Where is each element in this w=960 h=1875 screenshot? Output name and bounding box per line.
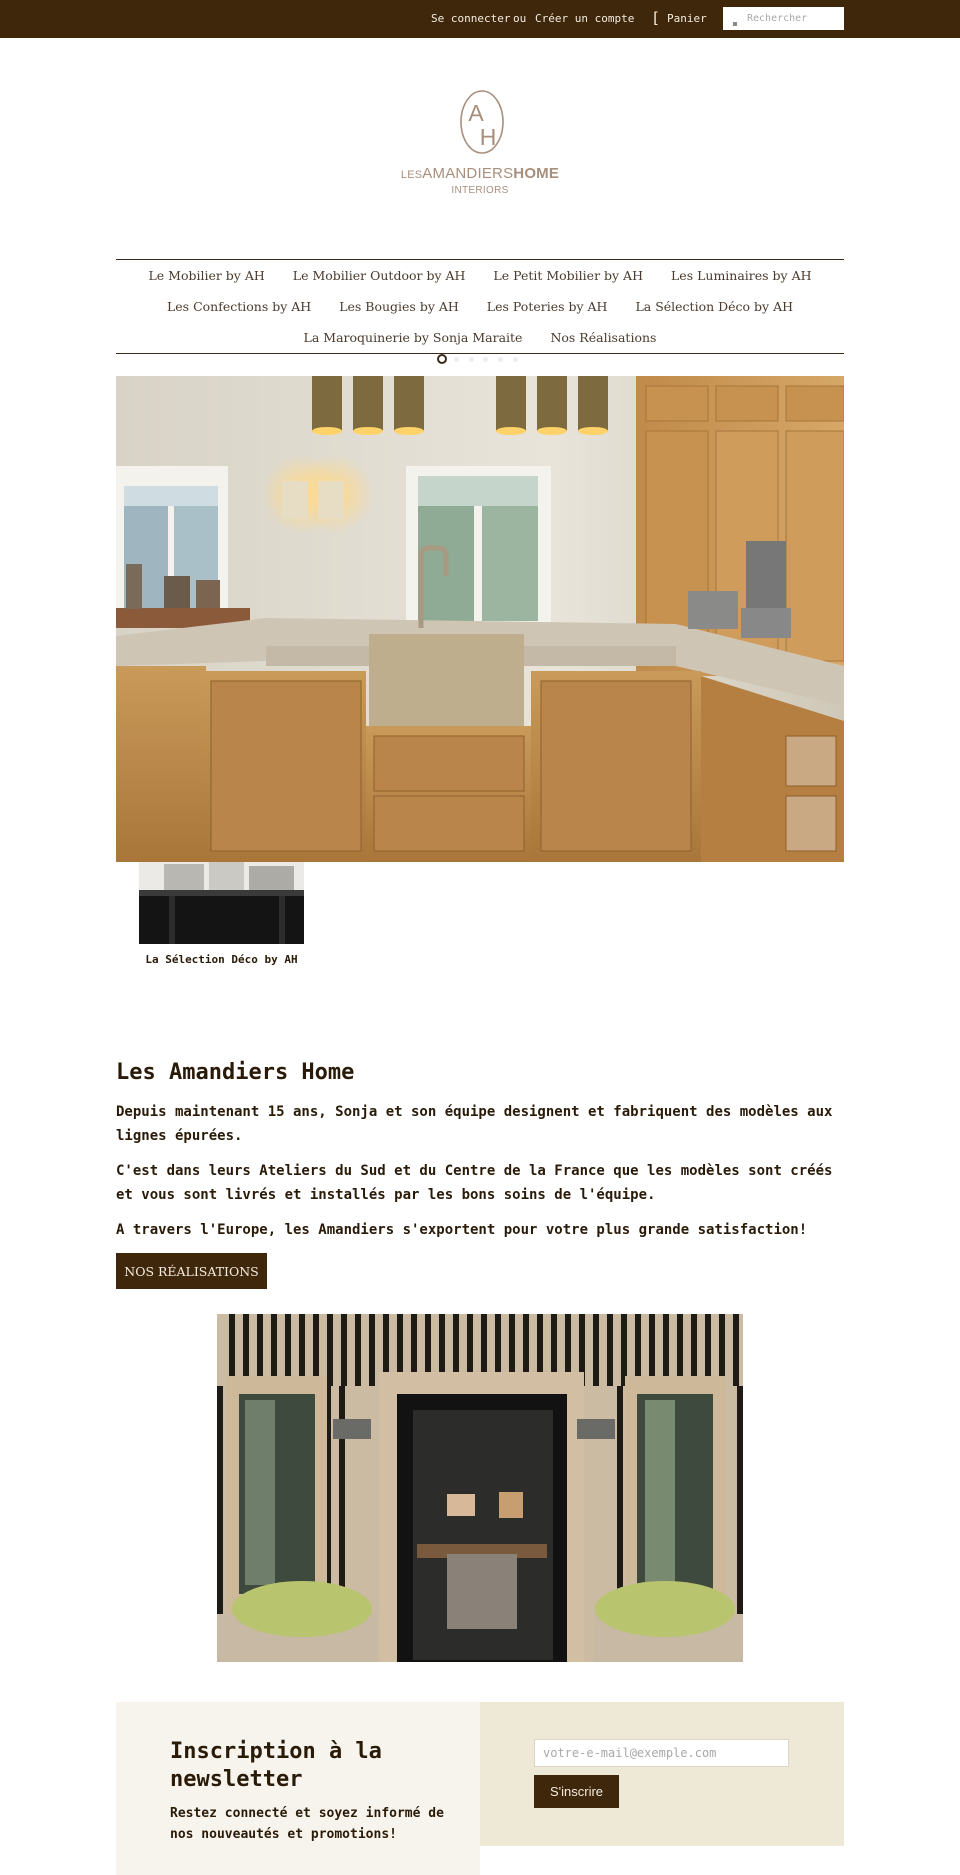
hero-slide-image[interactable] — [116, 376, 844, 862]
monogram-h: H — [479, 124, 497, 150]
about-paragraph-3: A travers l'Europe, les Amandiers s'exportent pour votre plus grande satisfaction! — [116, 1222, 808, 1238]
nav-confections[interactable]: Les Confections by AH — [166, 299, 312, 314]
login-link[interactable]: Se connecter — [431, 12, 511, 25]
nav-mobilier-outdoor[interactable]: Le Mobilier Outdoor by AH — [292, 268, 466, 283]
nav-poteries[interactable]: Les Poteries by AH — [486, 299, 608, 314]
newsletter-form-panel — [480, 1702, 844, 1846]
newsletter-title: Inscription à la newsletter — [170, 1739, 382, 1792]
search-icon — [733, 22, 737, 26]
main-nav — [116, 259, 844, 354]
nos-realisations-button[interactable]: NOS RÉALISATIONS — [116, 1253, 267, 1289]
or-text: ou — [513, 12, 527, 25]
logo-wordmark: LESAMANDIERSHOME — [400, 165, 560, 182]
thumbnail-caption: La Sélection Déco by AH — [145, 953, 298, 966]
newsletter-description: Restez connecté et soyez informé de nos nouveautés et promotions! — [170, 1806, 444, 1842]
nav-selection-deco[interactable]: La Sélection Déco by AH — [635, 299, 794, 314]
about-paragraph-2: C'est dans leurs Ateliers du Sud et du Centre de la France que les modèles sont créés et vous sont livrés et installés par les bons soins de l'équipe. — [116, 1163, 833, 1203]
carousel-dot-5[interactable] — [498, 357, 503, 362]
carousel-thumbnail[interactable] — [139, 862, 304, 944]
nav-luminaires[interactable]: Les Luminaires by AH — [671, 268, 812, 283]
cart-link[interactable]: Panier — [667, 12, 707, 25]
carousel-dots — [437, 354, 537, 366]
about-paragraph-1: Depuis maintenant 15 ans, Sonja et son équipe designent et fabriquent des modèles aux lignes épurées. — [116, 1104, 833, 1144]
carousel-dot-2[interactable] — [454, 357, 459, 362]
nav-bougies[interactable]: Les Bougies by AH — [339, 299, 459, 314]
search-input[interactable] — [747, 10, 841, 26]
search-box — [723, 7, 844, 30]
register-link[interactable]: Créer un compte — [535, 12, 635, 25]
nav-mobilier[interactable]: Le Mobilier by AH — [148, 268, 265, 283]
nav-maroquinerie[interactable]: La Maroquinerie by Sonja Maraite — [303, 330, 523, 345]
brand-logo[interactable] — [380, 88, 580, 203]
logo-monogram-icon — [380, 88, 580, 163]
carousel-dot-4[interactable] — [483, 357, 488, 362]
top-bar — [0, 0, 960, 38]
carousel-dot-3[interactable] — [469, 357, 474, 362]
about-title: Les Amandiers Home — [116, 1060, 355, 1085]
carousel-dot-1[interactable] — [437, 354, 447, 364]
monogram-a: A — [468, 100, 484, 126]
logo-subtitle: INTERIORS — [451, 185, 509, 196]
newsletter-email-input[interactable] — [534, 1739, 789, 1767]
cart-icon[interactable]: [ — [651, 9, 661, 27]
newsletter-subscribe-button[interactable]: S'inscrire — [534, 1775, 619, 1808]
nav-petit-mobilier[interactable]: Le Petit Mobilier by AH — [493, 268, 643, 283]
storefront-image — [217, 1314, 743, 1662]
nav-realisations[interactable]: Nos Réalisations — [550, 330, 657, 345]
carousel-dot-6[interactable] — [513, 357, 518, 362]
